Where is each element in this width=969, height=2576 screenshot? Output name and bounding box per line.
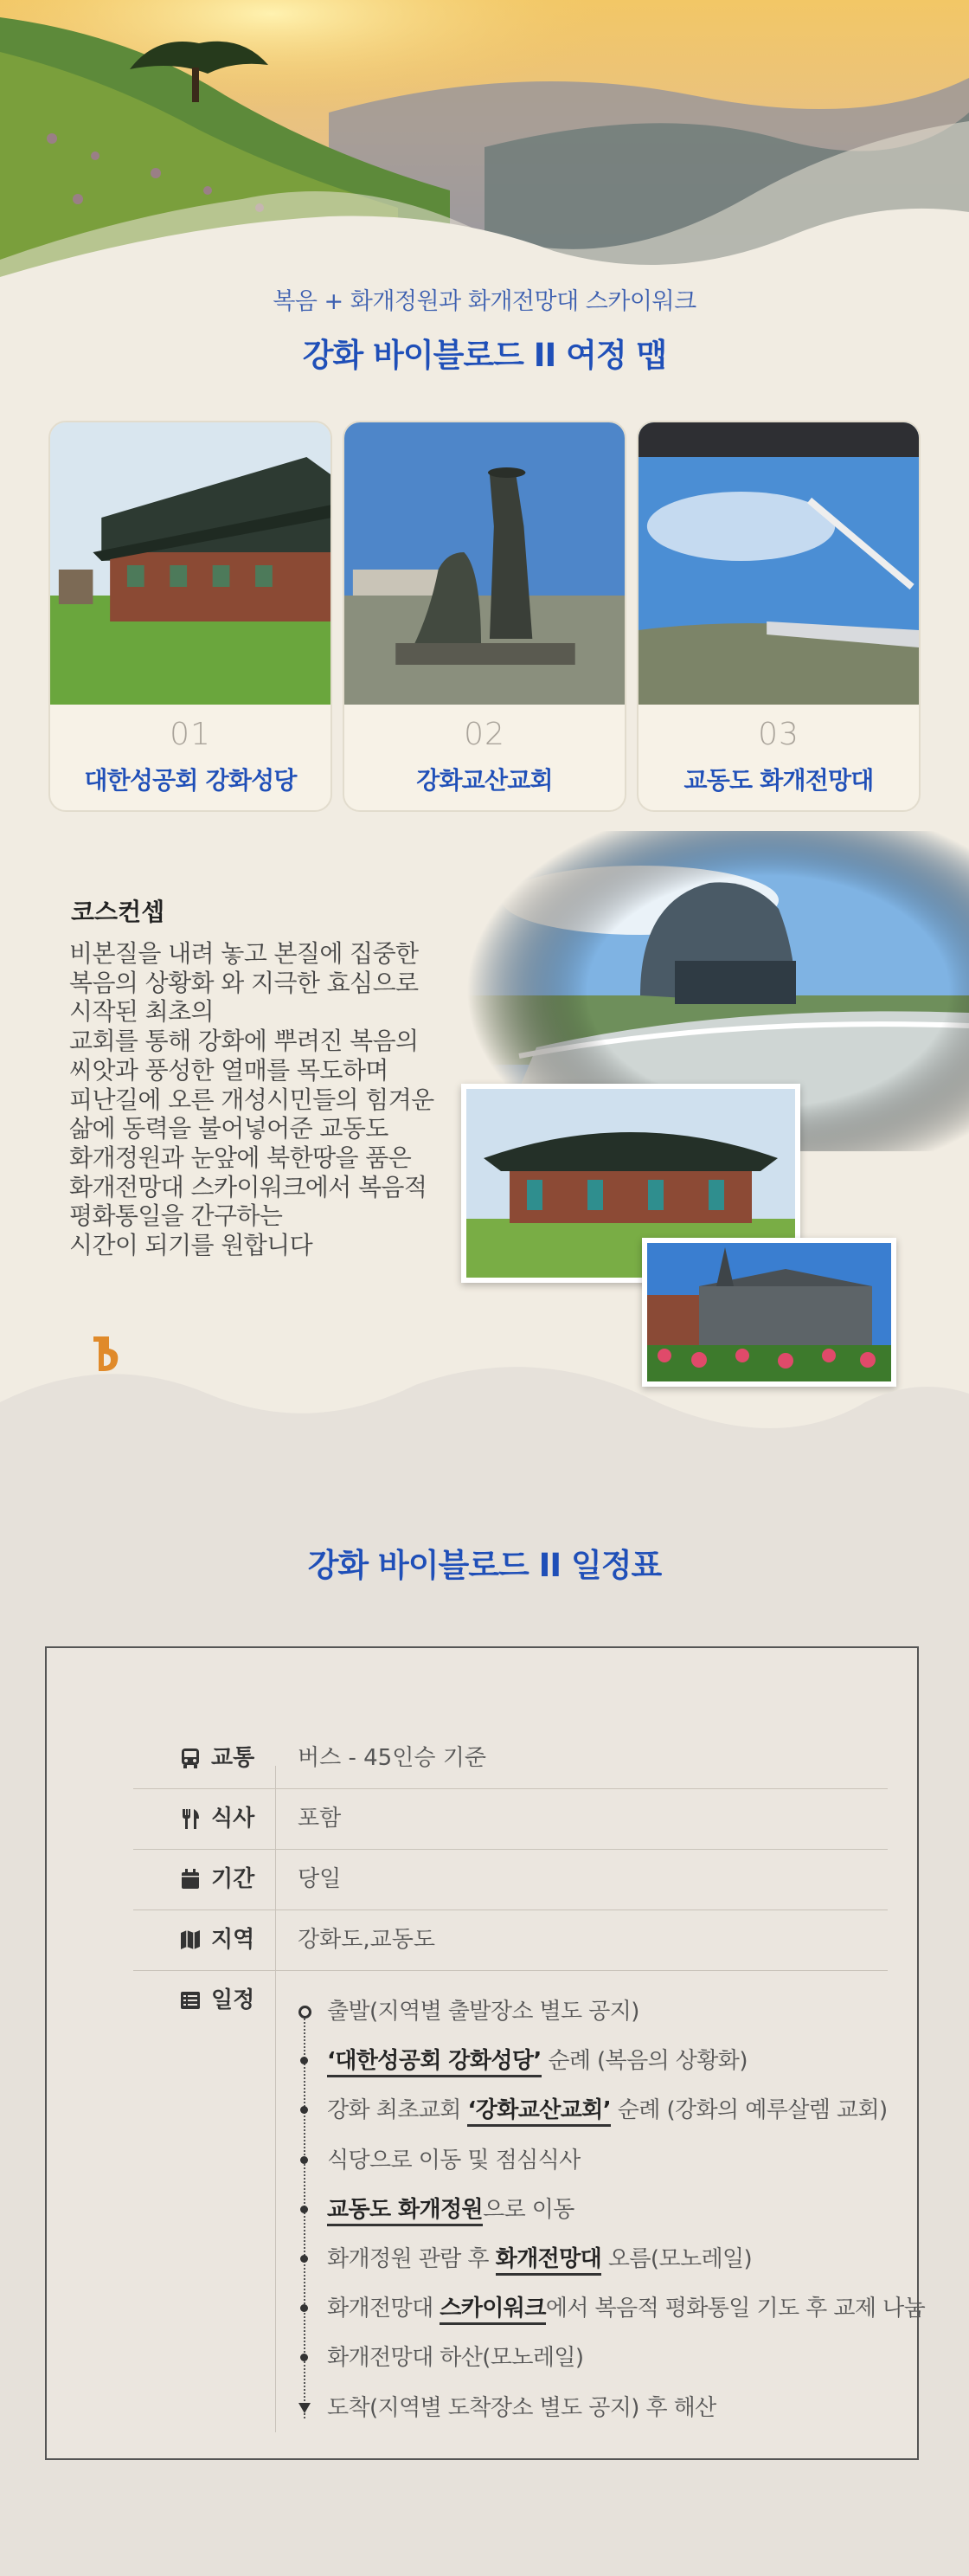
skywalk-photo xyxy=(639,422,919,705)
row-label: 기간 xyxy=(211,1866,255,1892)
calendar-icon xyxy=(178,1867,202,1891)
statue-photo xyxy=(344,422,625,705)
row-label: 교통 xyxy=(211,1745,255,1771)
row-value: 강화도,교동도 xyxy=(298,1927,435,1953)
row-label: 식사 xyxy=(211,1806,255,1832)
card-title: 대한성공회 강화성당 xyxy=(84,766,297,795)
schedule-row-meal xyxy=(133,1788,888,1850)
card-title: 강화교산교회 xyxy=(416,766,553,795)
itinerary-step: 화개전망대 하산(모노레일) xyxy=(275,2334,881,2383)
itinerary-step: 화개전망대 스카이워크에서 복음적 평화통일 기도 후 교제 나눔 xyxy=(275,2284,881,2334)
arrow-down-icon xyxy=(298,2403,311,2413)
row-value: 포함 xyxy=(298,1806,342,1832)
schedule-row-transport xyxy=(133,1728,888,1789)
schedule-row-duration xyxy=(133,1849,888,1910)
itinerary-step: 교동도 화개정원으로 이동 xyxy=(275,2186,881,2235)
card-title: 교동도 화개전망대 xyxy=(683,766,874,795)
concept-title: 코스컨셉 xyxy=(71,898,165,926)
itinerary-step: 강화 최초교회 ‘강화교산교회’ 순례 (강화의 예루살렘 교회) xyxy=(275,2086,881,2135)
page-subtitle: 복음 + 화개정원과 화개전망대 스카이워크 xyxy=(273,288,696,315)
bus-icon xyxy=(178,1746,202,1770)
itinerary-list xyxy=(275,1987,926,2433)
itinerary-step: ‘대한성공회 강화성당’ 순례 (복음의 상황화) xyxy=(275,2037,881,2086)
itinerary-step: 식당으로 이동 및 점심식사 xyxy=(275,2136,881,2186)
row-value: 당일 xyxy=(298,1866,342,1892)
schedule-row-region xyxy=(133,1909,888,1971)
itinerary-step: 출발(지역별 출발장소 별도 공지) xyxy=(275,1987,881,2037)
card-number: 02 xyxy=(464,717,505,752)
page-title: 강화 바이블로드 II 여정 맵 xyxy=(302,337,667,374)
itinerary-step: 화개정원 관람 후 화개전망대 오름(모노레일) xyxy=(275,2235,881,2284)
concept-body: 비본질을 내려 놓고 본질에 집중한 복음의 상황화 와 지극한 효심으로 시작된 최초의 교회를 통해 강화에 뿌려진 복음의 씨앗과 풍성한 열매를 목도하며 피난길에 오른 개성시민들의 힘겨운 삶에 동력을 불어넣어준 교동도 화개정원과 눈앞에 북한땅을 품은 화개전망대 스카이워크에서 복음적 평화통일을 간구하는 시간이 되기를 원합니다 xyxy=(69,939,434,1260)
map-icon xyxy=(178,1928,202,1952)
card-number: 01 xyxy=(170,717,211,752)
schedule-heading: 강화 바이블로드 II 일정표 xyxy=(307,1547,662,1584)
hero-banner xyxy=(0,0,969,277)
row-value: 버스 - 45인승 기준 xyxy=(298,1745,486,1771)
list-icon xyxy=(178,1988,202,2012)
card-number: 03 xyxy=(758,717,799,752)
row-label: 일정 xyxy=(211,1987,255,2013)
card-1[interactable] xyxy=(48,421,332,812)
card-3[interactable] xyxy=(637,421,921,812)
card-2[interactable] xyxy=(343,421,626,812)
schedule-table xyxy=(45,1646,926,2460)
utensils-icon xyxy=(178,1806,202,1831)
itinerary-step: 도착(지역별 도착장소 별도 공지) 후 해산 xyxy=(275,2384,881,2433)
church-photo xyxy=(50,422,330,705)
row-label: 지역 xyxy=(211,1927,255,1953)
